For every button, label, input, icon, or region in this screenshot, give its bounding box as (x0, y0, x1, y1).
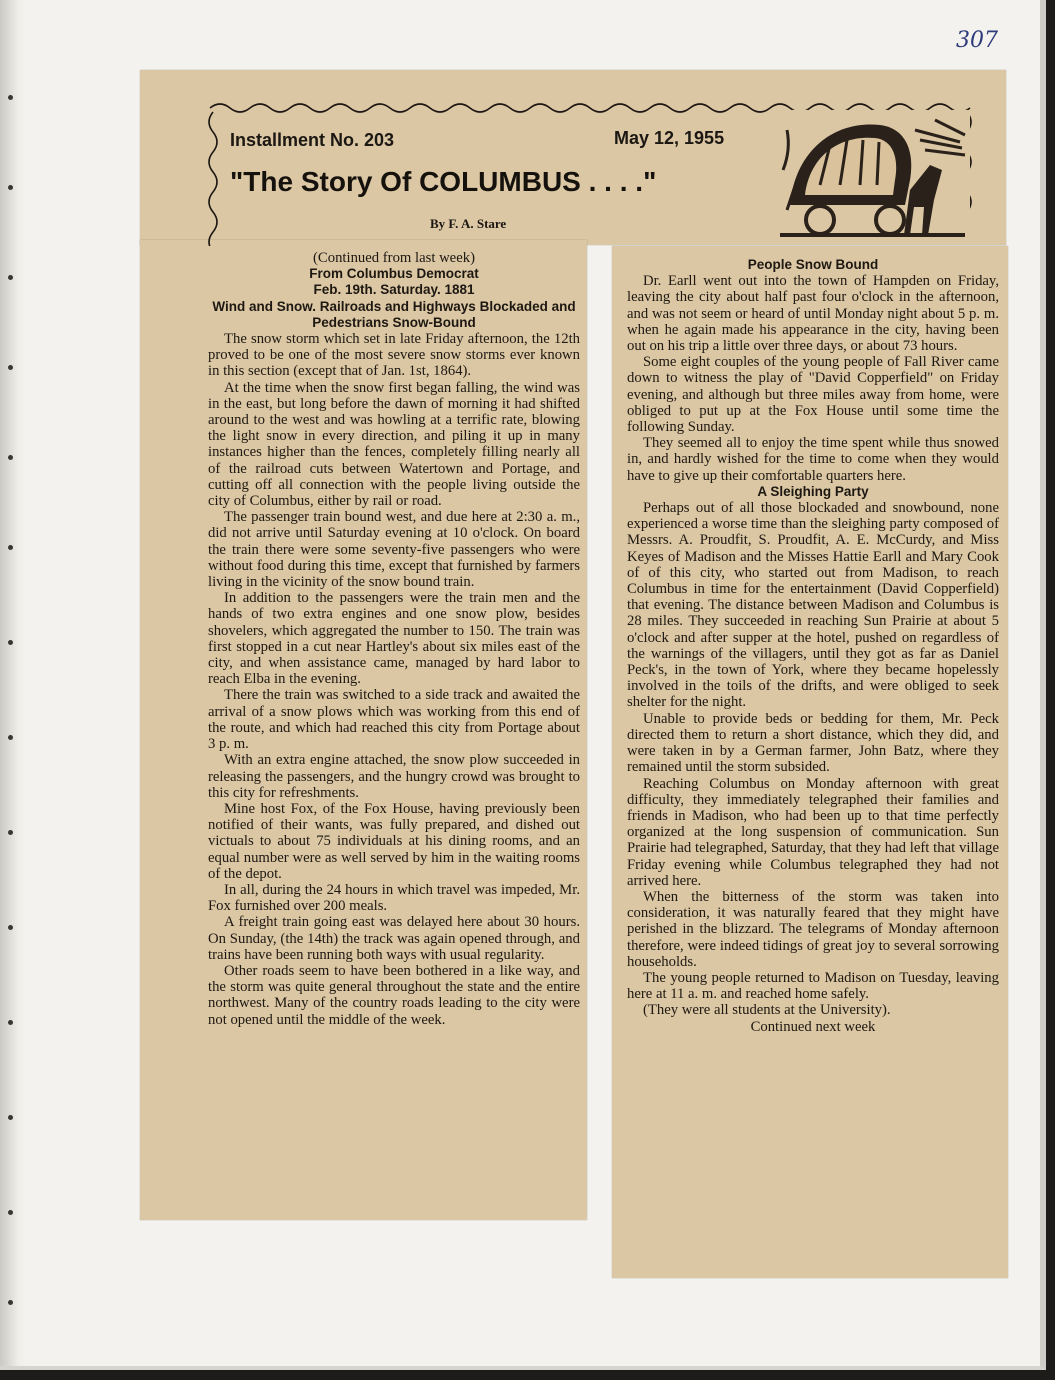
paragraph: A freight train going east was delayed here about 30 hours. On Sunday, (the 14th) the track was again opened through, and trains have been running both ways with usual regularity. (208, 914, 580, 963)
paragraph: Mine host Fox, of the Fox House, having previously been notified of their wants, was fully prepared, and dished out victuals to about 75 individuals at his dining rooms, and an equal number were as well served by him in the waiting rooms of the depot. (208, 800, 580, 882)
binding-hole (8, 1210, 13, 1215)
page-number: 307 (956, 28, 998, 53)
section-headline: Wind and Snow. Railroads and Highways Blockaded and Pedestrians Snow-Bound (212, 298, 576, 330)
paragraph: Other roads seem to have been bothered in a like way, and the storm was quite general throughout the state and the entire northwest. Many of the country roads leading to the city were not opened until the middle of the week. (208, 962, 580, 1028)
paragraph: In addition to the passengers were the train men and the hands of two extra engines and one snow plow, besides shovelers, which aggregated the number to 150. The train was first stopped in a cut near Hartley's about six miles east of the city, and when assistance came, managed by hard labor to reach Elba in the evening. (208, 590, 580, 688)
binding-edge (0, 0, 26, 1366)
binding-hole (8, 1020, 13, 1025)
article-title: "The Story Of COLUMBUS . . . ." (230, 166, 657, 197)
binding-hole (8, 1115, 13, 1120)
paragraph: Unable to provide beds or bedding for them, Mr. Peck directed them to return a short distance, which they did, and were taken in by a German farmer, John Batz, where they remained until the storm subsided. (627, 710, 999, 776)
binding-hole (8, 275, 13, 280)
paragraph: Reaching Columbus on Monday afternoon with great difficulty, they immediately telegraphed their families and friends in Madison, who had been up to that time perfectly organized at the long suspension of communication. Sun Prairie had telegraphed, Saturday, that they had left that village Friday evening while Columbus telegraphed they had not arrived here. (627, 775, 999, 889)
paragraph: The snow storm which set in late Friday afternoon, the 12th proved to be one of the most severe snow storms ever known in this section (except that of Jan. 1st, 1864). (208, 331, 580, 380)
binding-hole (8, 735, 13, 740)
binding-hole (8, 545, 13, 550)
binding-hole (8, 640, 13, 645)
paragraph: (They were all students at the University). (643, 1002, 891, 1019)
subheading-people-snow-bound: People Snow Bound (747, 257, 879, 272)
source-date: Feb. 19th. Saturday. 1881 (313, 282, 475, 298)
right-article-column (627, 257, 999, 1035)
paragraph: When the bitterness of the storm was taken into consideration, it was naturally feared that they might have perished in the blizzard. The telegrams of Monday afternoon therefore, were indeed tidings of great joy to several sorrowing households. (627, 888, 999, 970)
paragraph: Some eight couples of the young people of Fall River came down to witness the play of "David Copperfield" on Friday evening, and although but three miles away from home, were obliged to put up at the Fox House until some time the following Sunday. (627, 354, 999, 436)
paragraph: In all, during the 24 hours in which travel was impeded, Mr. Fox furnished over 200 meals. (208, 881, 580, 915)
installment-number: Installment No. 203 (230, 130, 395, 150)
paragraph: Dr. Earll went out into the town of Hampden on Friday, leaving the city about half past four o'clock in the afternoon, and was not seem or heard of until Monday night about 5 p. m. when he again made his appearance in the city, having been out on his trip a little over three days, or about 73 hours. (627, 273, 999, 355)
source-line: From Columbus Democrat (309, 266, 479, 282)
binding-hole (8, 365, 13, 370)
binding-hole (8, 1300, 13, 1305)
paragraph: With an extra engine attached, the snow plow succeeded in releasing the passengers, and the hungry crowd was brought to this city for refreshments. (208, 752, 580, 801)
byline: By F. A. Stare (430, 216, 507, 231)
publication-date: May 12, 1955 (614, 128, 725, 148)
binding-hole (8, 830, 13, 835)
binding-hole (8, 185, 13, 190)
left-article-column (208, 250, 580, 1028)
binding-hole (8, 95, 13, 100)
paragraph: They seemed all to enjoy the time spent while thus snowed in, and hardly wished for the time to come when they would have to give up their comfortable quarters here. (627, 435, 999, 484)
continued-next-week: Continued next week (750, 1018, 876, 1035)
covered-wagon-illustration (775, 110, 970, 240)
paragraph: Perhaps out of all those blockaded and snowbound, none experienced a worse time than the sleighing party composed of Messrs. A. Proudfit, S. Proudfit, A. E. McCurdy, and Miss Keyes of Madison and the Misses Hattie Earll and Mary Cook of of this city, who started out from Madison, to reach Columbus in time for the entertainment (David Copperfield) that evening. The distance between Madison and Columbus is 28 miles. They succeeded in reaching Sun Prairie at about 5 o'clock and after supper at the hotel, pushed on regardless of the warnings of the villagers, until they got as far as Daniel Peck's, in the town of York, where they became hopelessly involved in the toils of the drifts, and were obliged to seek shelter for the night. (627, 500, 999, 711)
binding-hole (8, 925, 13, 930)
paragraph: The young people returned to Madison on Tuesday, leaving here at 11 a. m. and reached home safely. (627, 969, 999, 1003)
subheading-sleighing-party: A Sleighing Party (757, 483, 869, 499)
paragraph: At the time when the snow first began falling, the wind was in the east, but long before the dawn of morning it had shifted around to the west and was howling at a terrific rate, blowing the light snow in every direction, and piling it up in many instances higher than the fences, completely filling nearly all of the railroad cuts between Watertown and Portage, and cutting off all connection with the people living outside the city of Columbus, either by rail or road. (208, 379, 580, 510)
binding-hole (8, 455, 13, 460)
continued-note: (Continued from last week) (313, 250, 475, 266)
paragraph: The passenger train bound west, and due here at 2:30 a. m., did not arrive until Saturday evening at 10 o'clock. On board the train there were some seventy-five passengers who were without food during this time, except that furnished by farmers living in the vicinity of the snow bound train. (208, 509, 580, 591)
paragraph: There the train was switched to a side track and awaited the arrival of a snow plows which was working from this end of the route, and which had reached this city from Portage about 3 p. m. (208, 687, 580, 753)
